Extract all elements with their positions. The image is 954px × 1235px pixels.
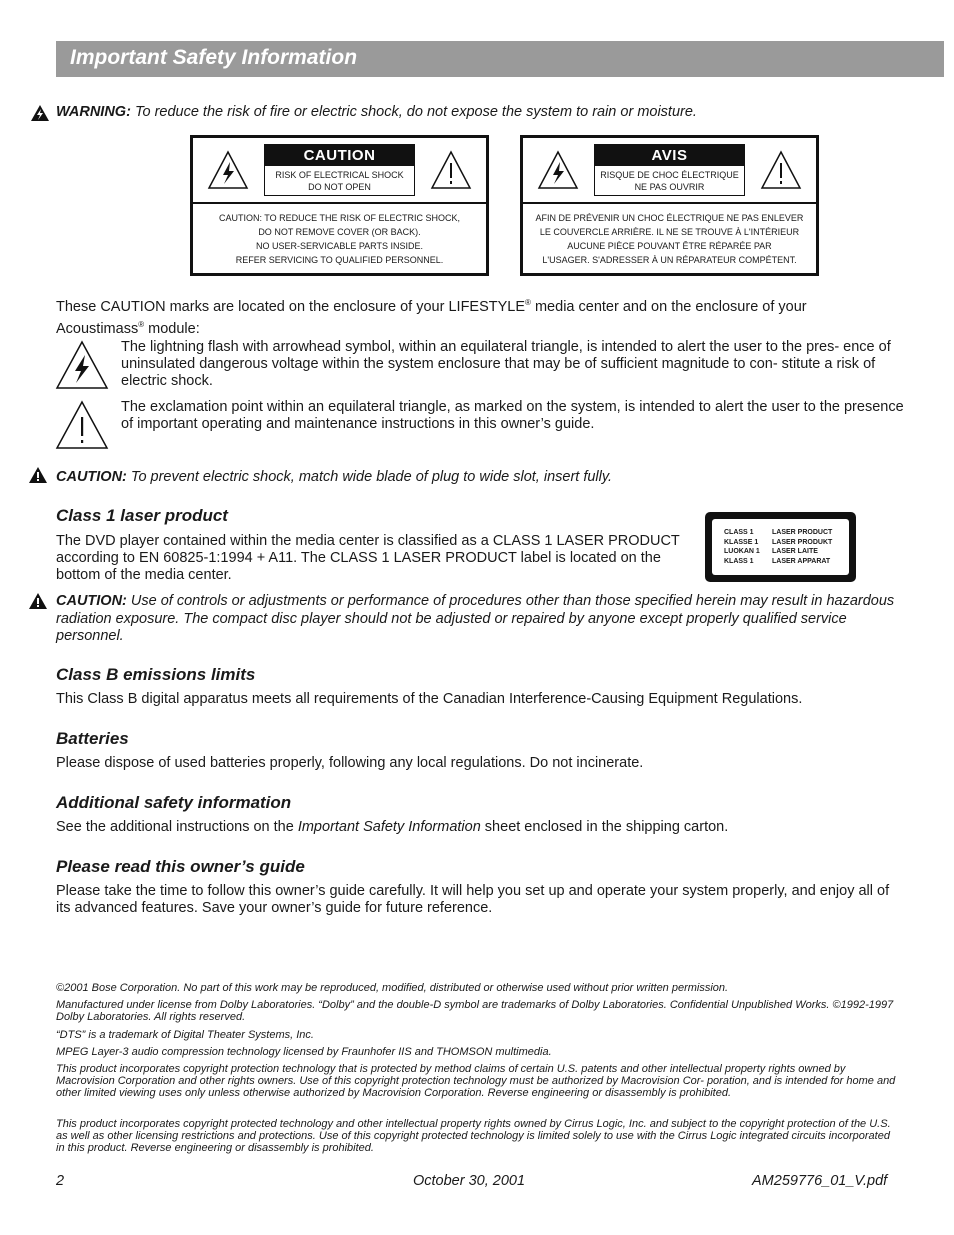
caution-label-box (264, 144, 415, 196)
avis-body-line: LE COUVERCLE ARRIÈRE. IL NE SE TROUVE À L'INTÉRIEUR (539, 227, 800, 237)
footer-date: October 30, 2001 (413, 1173, 526, 1189)
legal-mpeg: MPEG Layer-3 audio compression technology licensed by Fraunhofer IIS and THOMSON multimedia. (56, 1046, 552, 1058)
lightning-triangle-icon (537, 150, 579, 190)
lightning-triangle-icon (55, 340, 109, 390)
caution-body-line: REFER SERVICING TO QUALIFIED PERSONNEL. (235, 255, 444, 265)
header-bar (56, 41, 944, 77)
additional-text: See the additional instructions on the (56, 819, 298, 835)
laser-label-product: LASER LAITE (772, 548, 818, 555)
laser-label-product: LASER PRODUKT (772, 538, 833, 546)
lightning-description: The lightning flash with arrowhead symbol, within an equilateral triangle, is intended to alert the user to the pres- ence of uninsulated dangerous voltage within the system enclosure that may be of sufficient magnitude to con- stitute a risk of electric shock. (121, 339, 891, 389)
caution-plug-statement (56, 468, 936, 486)
caution-body-line: NO USER-SERVICABLE PARTS INSIDE. (255, 241, 424, 251)
laser-label-class: KLASSE 1 (724, 538, 759, 546)
avis-sub-line: NE PAS OUVRIR (634, 182, 705, 192)
additional-text: sheet enclosed in the shipping carton. (480, 819, 729, 835)
page-number: 2 (56, 1173, 65, 1189)
caution-label: CAUTION: (56, 469, 127, 485)
exclamation-triangle-icon (430, 150, 472, 190)
batteries-heading: Batteries (56, 729, 129, 748)
laser-paragraph: The DVD player contained within the media center is classified as a CLASS 1 LASER PRODUCT according to EN 60825-1:1994 + A11. The CLASS 1 LASER PRODUCT label is located on the bottom of the media center. (56, 533, 680, 583)
registered-mark: ® (525, 298, 531, 307)
warning-statement (56, 103, 936, 121)
avis-body-line: AUCUNE PIÈCE POUVANT ÊTRE RÉPARÉE PAR (567, 241, 772, 251)
avis-sub-line: RISQUE DE CHOC ÉLECTRIQUE (600, 170, 739, 180)
caution-exclamation-icon (28, 592, 48, 610)
warning-lightning-icon (30, 104, 50, 122)
class-b-heading: Class B emissions limits (56, 665, 256, 684)
additional-heading: Additional safety information (56, 793, 292, 812)
read-guide-heading: Please read this owner’s guide (56, 857, 305, 876)
avis-body-line: L'USAGER. S'ADRESSER À UN RÉPARATEUR COMPÉTENT. (542, 255, 797, 265)
additional-paragraph (56, 819, 936, 836)
exclamation-description: The exclamation point within an equilateral triangle, as marked on the system, is intended to alert the user to the presence of important operating and maintenance instructions in this owner’s guide. (121, 399, 904, 432)
caution-body-line: CAUTION: TO REDUCE THE RISK OF ELECTRIC SHOCK, (218, 213, 461, 223)
laser-product-label (705, 512, 856, 582)
page-title: Important Safety Information (70, 46, 358, 69)
laser-heading: Class 1 laser product (56, 506, 228, 525)
legal-macrovision: This product incorporates copyright protection technology that is protected by method claims of certain U.S. patents and other intellectual property rights owned by Macrovision Corporation and other rights owners. Use of this copyright protection technology must be authorized by Macrovision Cor- poration, and is intended for home and other limited viewing uses only unless otherwise authorized by Macrovision Corporation. Reverse engineering or disassembly is prohibited. (56, 1063, 896, 1099)
warning-text: To reduce the risk of fire or electric shock, do not expose the system to rain or moisture. (134, 104, 697, 120)
legal-dts: “DTS” is a trademark of Digital Theater Systems, Inc. (56, 1029, 314, 1041)
class-b-paragraph: This Class B digital apparatus meets all requirements of the Canadian Interference-Causing Equipment Regulations. (56, 691, 803, 707)
caution-box (190, 135, 489, 276)
laser-label-class: CLASS 1 (724, 529, 754, 536)
registered-mark: ® (138, 319, 145, 329)
caution-label: CAUTION: (56, 593, 127, 609)
caution-laser-statement (56, 593, 906, 646)
laser-label-class: LUOKAN 1 (724, 548, 760, 555)
caution-title: CAUTION (265, 145, 414, 166)
caution-marks-text: These CAUTION marks are located on the enclosure of your LIFESTYLE (56, 298, 526, 315)
laser-label-product: LASER PRODUCT (772, 529, 833, 536)
caution-marks-text: Acoustimass (56, 320, 139, 337)
legal-copyright: ©2001 Bose Corporation. No part of this work may be reproduced, modified, distributed or otherwise used without prior written permission. (56, 982, 729, 994)
caution-exclamation-icon (28, 466, 48, 484)
caution-body-line: DO NOT REMOVE COVER (OR BACK). (258, 227, 421, 237)
footer-filename: AM259776_01_V.pdf (752, 1173, 888, 1189)
caution-sub-line: RISK OF ELECTRICAL SHOCK (275, 170, 404, 180)
caution-text: Use of controls or adjustments or performance of procedures other than those specified herein may result in hazardous radiation exposure. The compact disc player should not be adjusted or repaired by anyone except properly qualified service personnel. (56, 593, 895, 644)
caution-marks-text: media center and on the enclosure of your (530, 298, 807, 315)
exclamation-triangle-icon (55, 400, 109, 450)
avis-body-line: AFIN DE PRÉVENIR UN CHOC ÉLECTRIQUE NE PAS ENLEVER (535, 213, 804, 223)
avis-label-box (594, 144, 745, 196)
legal-dolby: Manufactured under license from Dolby Laboratories. “Dolby” and the double-D symbol are trademarks of Dolby Laboratories. Confidential Unpublished Works. ©1992-1997 Dolby Laboratories. All rights reserved. (56, 999, 894, 1023)
laser-label-class: KLASS 1 (724, 557, 754, 565)
laser-label-product: LASER APPARAT (772, 557, 831, 565)
caution-marks-text: module: (144, 320, 200, 337)
exclamation-triangle-icon (760, 150, 802, 190)
avis-box (520, 135, 819, 276)
legal-cirrus: This product incorporates copyright protected technology and other intellectual property rights owned by Cirrus Logic, Inc. and subject to the copyright protection of the U.S. as well as other licensing restrictions and protections. Use of this copyright protected technology is limited solely to use with the Cirrus Logic integrated circuits incorporated in this product. Reverse engineering or disassembly is prohibited. (56, 1118, 891, 1154)
caution-text: To prevent electric shock, match wide blade of plug to wide slot, insert fully. (130, 469, 613, 485)
read-guide-paragraph: Please take the time to follow this owner’s guide carefully. It will help you set up and operate your system properly, and enjoy all of its advanced features. Save your owner’s guide for future reference. (56, 883, 890, 916)
lightning-triangle-icon (207, 150, 249, 190)
warning-label: WARNING: (56, 104, 131, 120)
caution-marks-paragraph (56, 294, 916, 338)
batteries-paragraph: Please dispose of used batteries properly, following any local regulations. Do not incinerate. (56, 755, 644, 771)
caution-sub-line: DO NOT OPEN (308, 182, 371, 192)
avis-title: AVIS (595, 145, 744, 166)
additional-doc-title: Important Safety Information (297, 819, 481, 835)
